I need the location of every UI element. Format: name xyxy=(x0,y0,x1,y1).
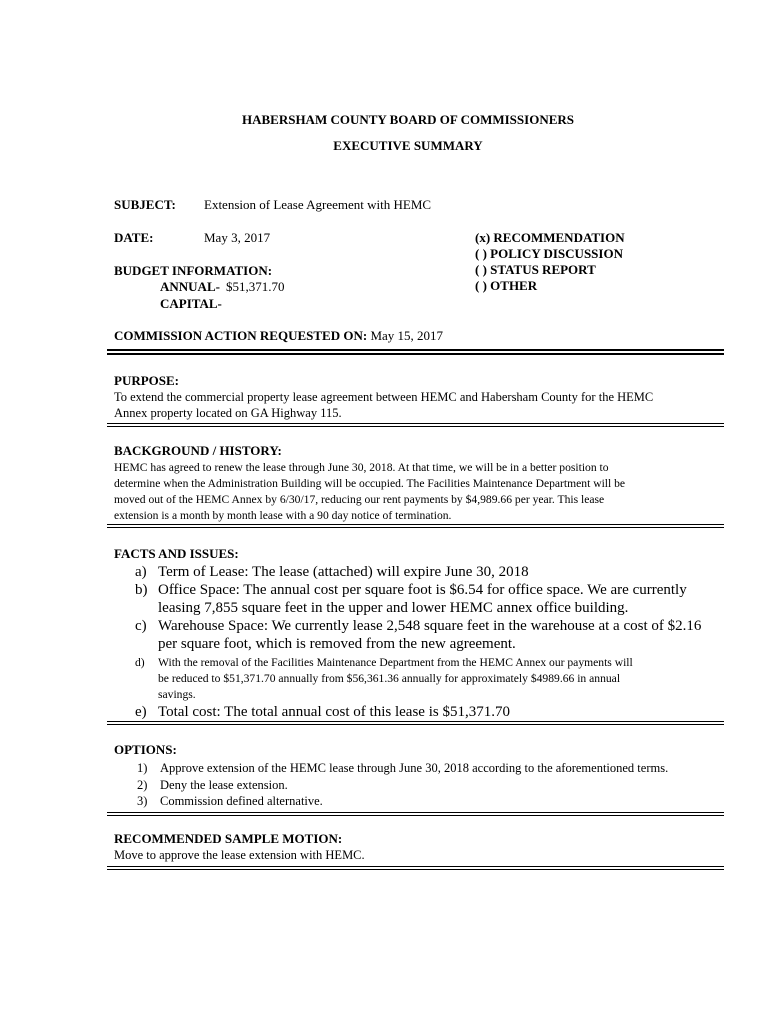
facts-item-line: With the removal of the Facilities Maintenance Department from the HEMC Annex our payments will xyxy=(158,656,633,669)
options-item-marker: 2) xyxy=(137,778,148,792)
section-divider xyxy=(107,527,724,528)
checkbox-status-report: ( ) STATUS REPORT xyxy=(475,262,596,277)
options-item-marker: 3) xyxy=(137,794,148,808)
section-divider xyxy=(107,869,724,870)
background-line: determine when the Administration Building will be occupied. The Facilities Maintenance Department will be xyxy=(114,477,626,490)
budget-annual-label: ANNUAL- xyxy=(160,279,220,294)
options-item-text: Deny the lease extension. xyxy=(160,778,288,792)
motion-heading: RECOMMENDED SAMPLE MOTION: xyxy=(114,831,343,846)
background-line: HEMC has agreed to renew the lease through June 30, 2018. At that time, we will be in a better position to xyxy=(114,461,609,474)
facts-item-marker: b) xyxy=(135,582,148,598)
background-heading: BACKGROUND / HISTORY: xyxy=(114,443,282,458)
facts-item-line: per square foot, which is removed from the new agreement. xyxy=(158,636,516,652)
facts-item-marker: a) xyxy=(135,564,147,580)
section-divider xyxy=(107,524,724,525)
section-divider xyxy=(107,349,724,351)
commission-action-date: May 15, 2017 xyxy=(370,328,444,343)
date-label: DATE: xyxy=(114,230,154,245)
options-heading: OPTIONS: xyxy=(114,742,177,757)
section-divider xyxy=(107,724,724,725)
purpose-heading: PURPOSE: xyxy=(114,373,179,388)
facts-item-line: Total cost: The total annual cost of this lease is $51,371.70 xyxy=(158,704,510,720)
budget-label: BUDGET INFORMATION: xyxy=(114,263,273,278)
section-divider xyxy=(107,426,724,427)
facts-item-line: savings. xyxy=(158,688,196,701)
budget-capital-label: CAPITAL- xyxy=(160,296,222,311)
section-divider xyxy=(107,815,724,816)
org-title: HABERSHAM COUNTY BOARD OF COMMISSIONERS xyxy=(241,112,574,127)
motion-text: Move to approve the lease extension with HEMC. xyxy=(114,848,365,862)
facts-item-marker: e) xyxy=(135,704,147,720)
facts-item-marker: d) xyxy=(135,656,145,669)
date-value: May 3, 2017 xyxy=(204,230,271,245)
options-item-text: Approve extension of the HEMC lease through June 30, 2018 according to the aforementioned terms. xyxy=(160,761,669,775)
facts-item-line: be reduced to $51,371.70 annually from $56,361.36 annually for approximately $4989.66 in annual xyxy=(158,672,621,685)
facts-item-marker: c) xyxy=(135,618,147,634)
commission-action-label: COMMISSION ACTION REQUESTED ON: xyxy=(114,328,368,343)
subject-label: SUBJECT: xyxy=(114,197,176,212)
background-line: moved out of the HEMC Annex by 6/30/17, reducing our rent payments by $4,989.66 per year. This lease xyxy=(114,493,605,506)
purpose-line: Annex property located on GA Highway 115. xyxy=(114,406,342,420)
section-divider xyxy=(107,721,724,722)
background-line: extension is a month by month lease with a 90 day notice of termination. xyxy=(114,509,452,522)
section-divider xyxy=(107,353,724,355)
facts-item-line: Term of Lease: The lease (attached) will expire June 30, 2018 xyxy=(158,564,529,580)
facts-item-line: Office Space: The annual cost per square foot is $6.54 for office space. We are currently xyxy=(158,582,687,598)
facts-item-line: Warehouse Space: We currently lease 2,548 square feet in the warehouse at a cost of $2.16 xyxy=(158,618,702,634)
options-item-text: Commission defined alternative. xyxy=(160,794,323,808)
facts-heading: FACTS AND ISSUES: xyxy=(114,546,239,561)
subject-value: Extension of Lease Agreement with HEMC xyxy=(204,197,432,212)
document-type-title: EXECUTIVE SUMMARY xyxy=(333,138,483,153)
commission-action xyxy=(114,328,443,344)
checkbox-recommendation: (x) RECOMMENDATION xyxy=(475,230,625,245)
checkbox-other: ( ) OTHER xyxy=(475,278,538,293)
facts-item-line: leasing 7,855 square feet in the upper and lower HEMC annex office building. xyxy=(158,600,629,616)
checkbox-policy-discussion: ( ) POLICY DISCUSSION xyxy=(475,246,623,261)
budget-annual-value: $51,371.70 xyxy=(226,279,285,294)
options-item-marker: 1) xyxy=(137,761,148,775)
section-divider xyxy=(107,423,724,424)
section-divider xyxy=(107,866,724,867)
section-divider xyxy=(107,812,724,813)
purpose-line: To extend the commercial property lease agreement between HEMC and Habersham County for the HEMC xyxy=(114,390,654,404)
